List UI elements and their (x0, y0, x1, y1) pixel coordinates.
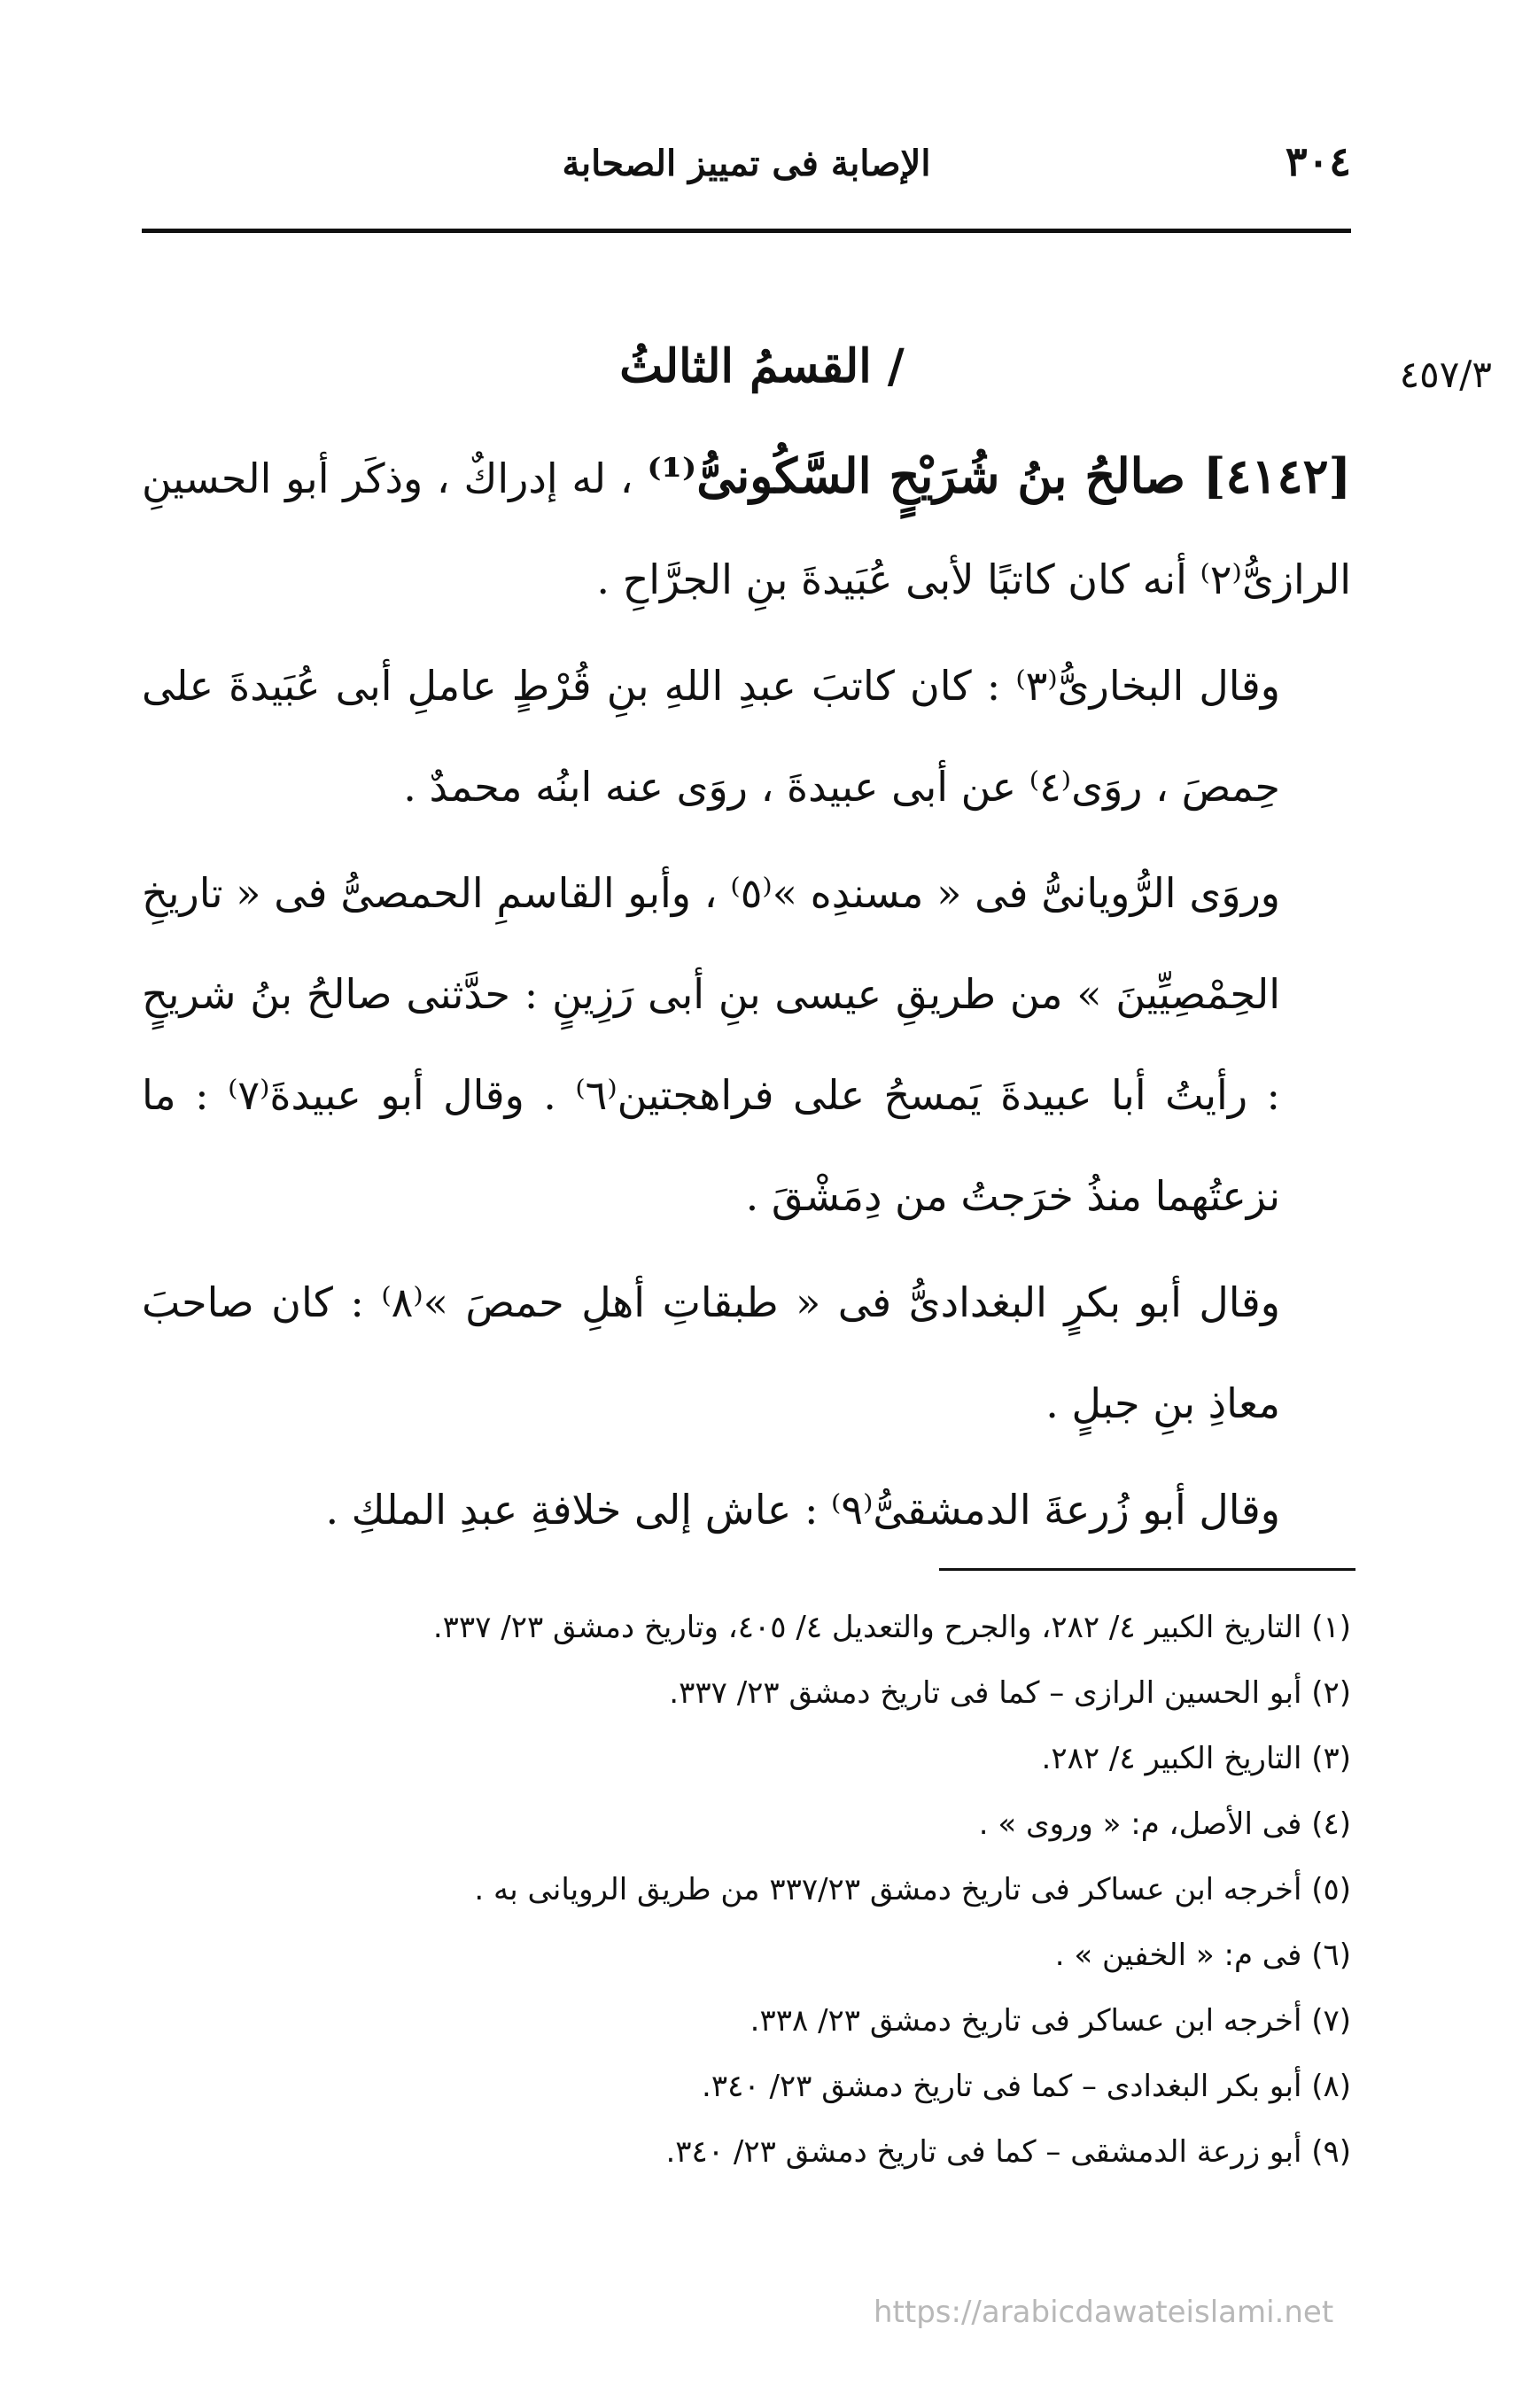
footnotes (142, 1595, 1351, 2185)
footnote-1: (١) التاريخ الكبير ٤/ ٢٨٢، والجرح والتعديل ٤/ ٤٠٥، وتاريخ دمشق ٢٣/ ٣٣٧. (432, 1610, 1351, 1645)
footnote-4: (٤) فى الأصل، م: « وروى » . (978, 1806, 1351, 1842)
entry-paragraph-1 (142, 425, 1351, 630)
section-heading: / القسمُ الثالثُ (619, 339, 905, 393)
page-header (142, 137, 1351, 199)
footnote-2: (٢) أبو الحسين الرازى – كما فى تاريخ دمشق ٢٣/ ٣٣٧. (669, 1675, 1351, 1711)
entry-body (142, 425, 1351, 1565)
footnote-9: (٩) أبو زرعة الدمشقى – كما فى تاريخ دمشق ٢٣/ ٣٤٠. (665, 2134, 1351, 2170)
footnote-5: (٥) أخرجه ابن عساكر فى تاريخ دمشق ٣٣٧/٢٣ من طريق الرويانى به . (474, 1872, 1351, 1907)
watermark-url: https://arabicdawateislami.net (874, 2295, 1334, 2330)
book-title: الإصابة فى تمييز الصحابة (562, 143, 931, 184)
margin-reference: ٤٥٧/٣ (1399, 353, 1492, 396)
entry-title: [٤١٤٢] صالحُ بنُ شُرَيْحٍ السَّكُونىُّ⁽¹⁾ (647, 447, 1352, 504)
footnote-6: (٦) فى م: « الخفين » . (1054, 1938, 1351, 1973)
footnote-7: (٧) أخرجه ابن عساكر فى تاريخ دمشق ٢٣/ ٣٣٨. (750, 2003, 1351, 2039)
entry-paragraph-5: وقال أبو زُرعةَ الدمشقىُّ⁽٩⁾ : عاش إلى خلافةِ عبدِ الملكِ . (325, 1486, 1280, 1534)
entry-paragraph-3: وروَى الرُّويانىُّ فى « مسندِه »⁽٥⁾ ، وأبو القاسمِ الحمصىُّ فى « تاريخِ الحِمْصِيِّينَ » من طريقِ عيسى بنِ أبى رَزِينٍ : حدَّثنى صالحُ بنُ شريحٍ : رأيتُ أبا عبيدةَ يَمسحُ على فراهجتين⁽٦⁾ . وقال أبو عبيدةَ⁽٧⁾ : ما نزعتُهما منذُ خرَجتُ من دِمَشْقَ . (142, 869, 1280, 1220)
entry-paragraph-1-text: ، له إدراكٌ ، وذكَر أبو الحسينِ الرازىُّ⁽٢⁾ أنه كان كاتبًا لأبى عُبَيدةَ بنِ الجرَّاحِ . (142, 454, 1351, 603)
entry-paragraph-2: وقال البخارىُّ⁽٣⁾ : كان كاتبَ عبدِ اللهِ بنِ قُرْطٍ عاملِ أبى عُبَيدةَ على حِمصَ ، روَى⁽٤⁾ عن أبى عبيدةَ ، روَى عنه ابنُه محمدٌ . (142, 662, 1280, 811)
page-number: ٣٠٤ (1285, 137, 1351, 185)
footnote-3: (٣) التاريخ الكبير ٤/ ٢٨٢. (1041, 1741, 1351, 1776)
entry-paragraph-4: وقال أبو بكرٍ البغدادىُّ فى « طبقاتِ أهلِ حمصَ »⁽٨⁾ : كان صاحبَ معاذِ بنِ جبلٍ . (142, 1278, 1280, 1427)
footnote-divider (939, 1568, 1355, 1571)
header-divider (142, 229, 1351, 233)
footnote-8: (٨) أبو بكر البغدادى – كما فى تاريخ دمشق ٢٣/ ٣٤٠. (702, 2069, 1351, 2104)
